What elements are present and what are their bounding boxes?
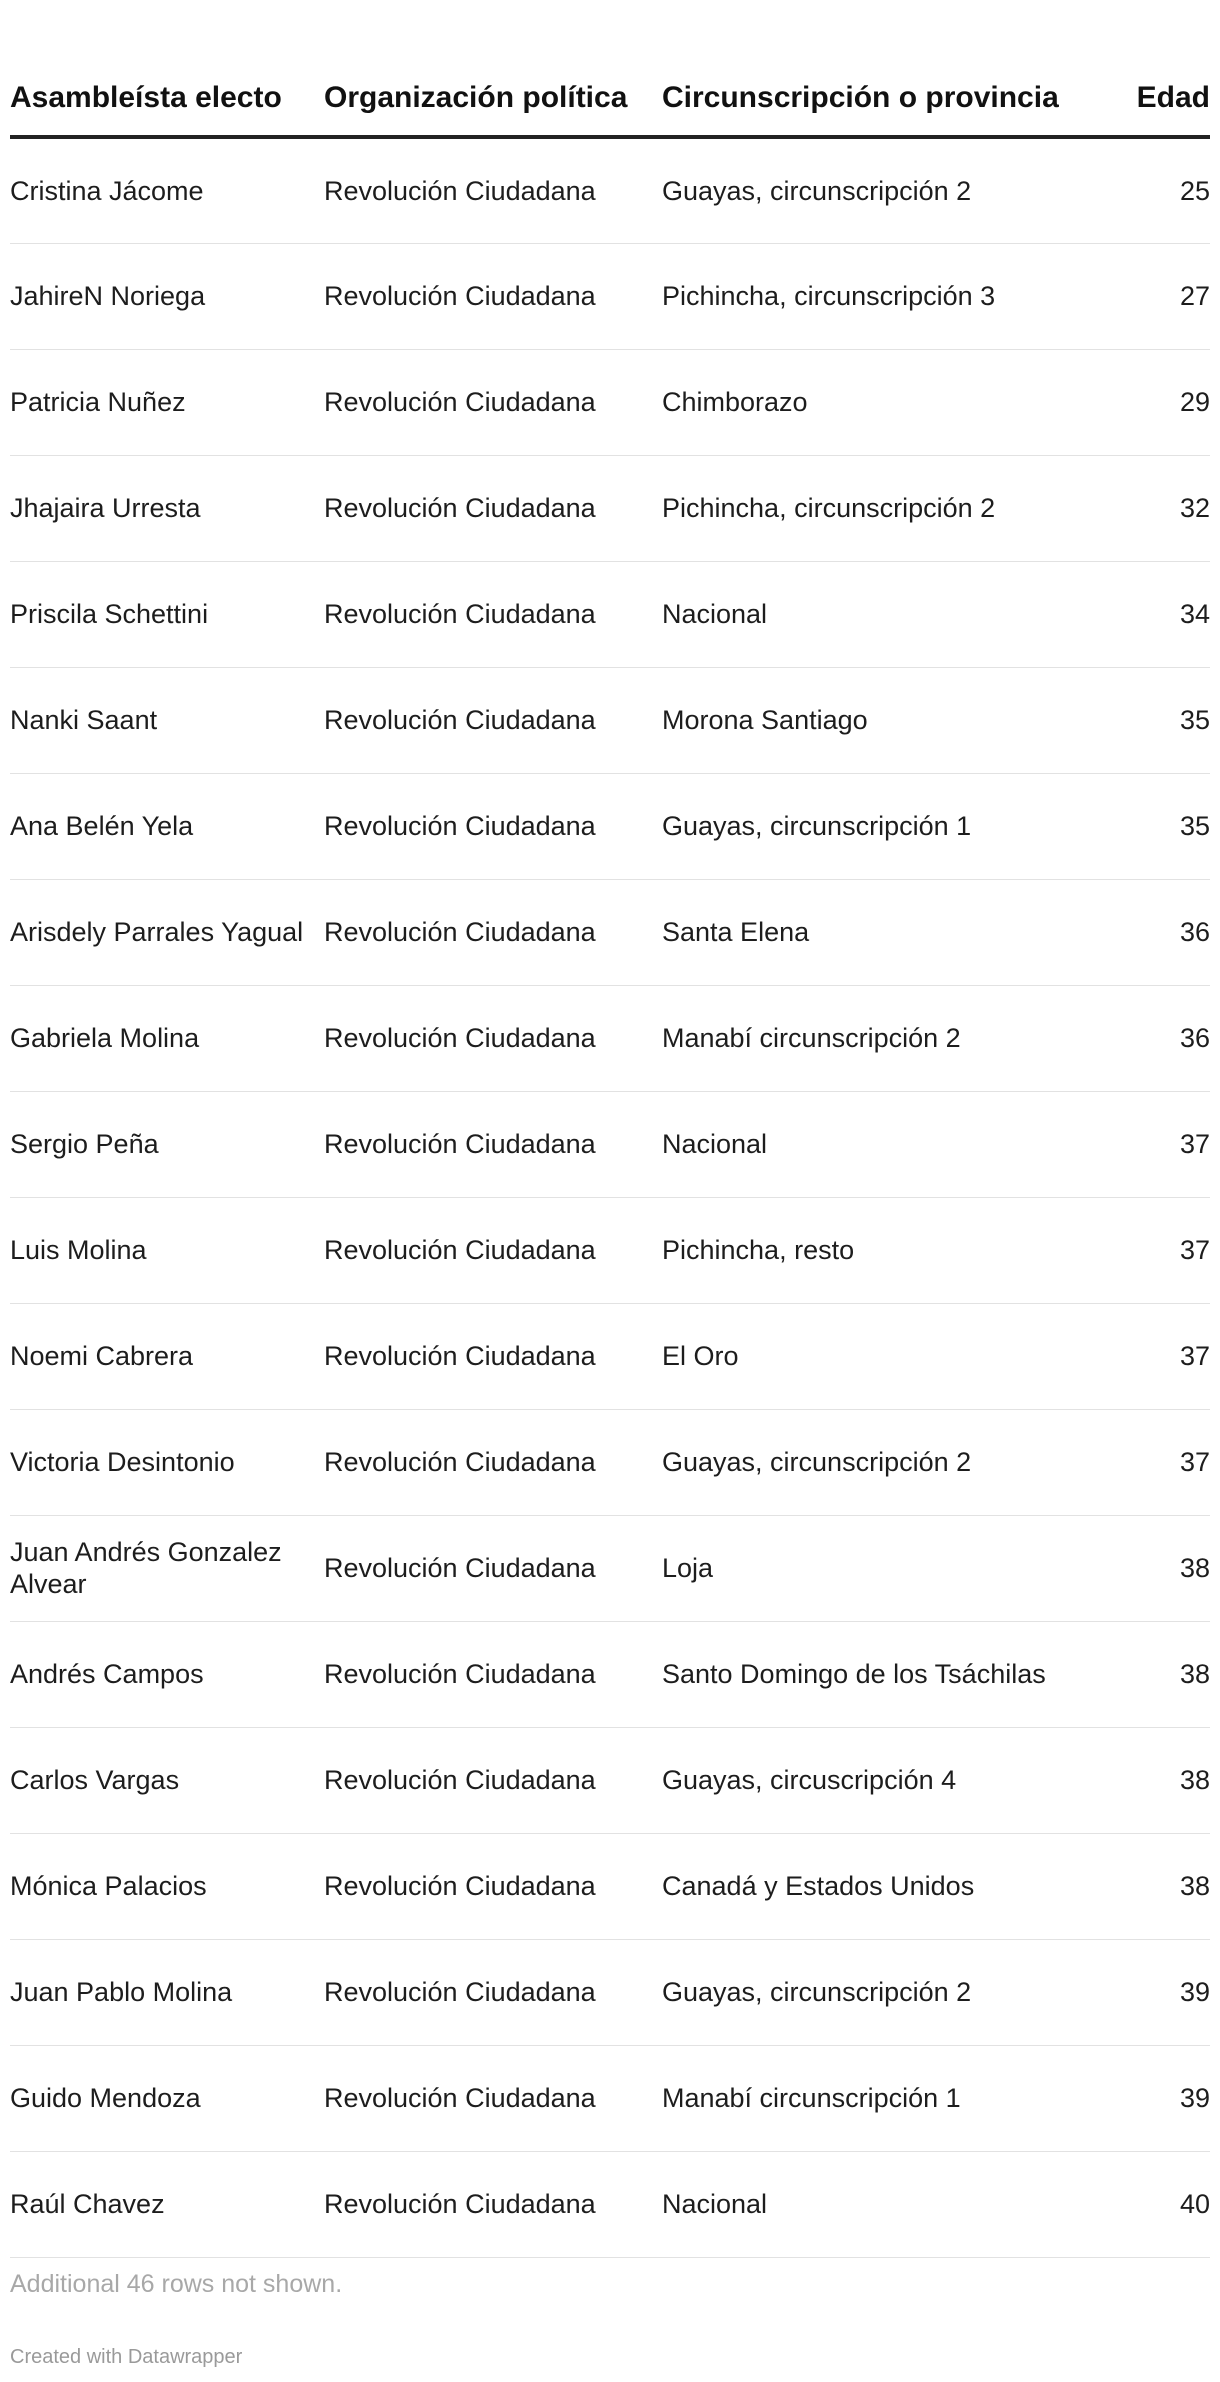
- table-row: [10, 985, 1210, 1091]
- column-header-circunscripcion[interactable]: Circunscripción o provincia: [662, 0, 1072, 137]
- cell-district: Pichincha, resto: [662, 1197, 1072, 1303]
- cell-name: Andrés Campos: [10, 1621, 324, 1727]
- table-row: [10, 2151, 1210, 2257]
- table-row: [10, 1197, 1210, 1303]
- cell-district: El Oro: [662, 1303, 1072, 1409]
- table-row: [10, 773, 1210, 879]
- table-row: [10, 137, 1210, 243]
- cell-party: Revolución Ciudadana: [324, 455, 662, 561]
- cell-age: 38: [1072, 1727, 1210, 1833]
- cell-name: Mónica Palacios: [10, 1833, 324, 1939]
- table-row: [10, 243, 1210, 349]
- cell-party: Revolución Ciudadana: [324, 773, 662, 879]
- cell-age: 37: [1072, 1303, 1210, 1409]
- cell-name: Carlos Vargas: [10, 1727, 324, 1833]
- table-row: [10, 1091, 1210, 1197]
- cell-party: Revolución Ciudadana: [324, 879, 662, 985]
- cell-district: Santa Elena: [662, 879, 1072, 985]
- column-header-asambleista[interactable]: Asambleísta electo: [10, 0, 324, 137]
- cell-party: Revolución Ciudadana: [324, 1515, 662, 1621]
- cell-party: Revolución Ciudadana: [324, 1409, 662, 1515]
- cell-name: Cristina Jácome: [10, 137, 324, 243]
- cell-party: Revolución Ciudadana: [324, 243, 662, 349]
- table-row: [10, 879, 1210, 985]
- cell-district: Guayas, circunscripción 2: [662, 1409, 1072, 1515]
- cell-age: 37: [1072, 1091, 1210, 1197]
- cell-name: Juan Andrés Gonzalez Alvear: [10, 1515, 324, 1621]
- cell-party: Revolución Ciudadana: [324, 1939, 662, 2045]
- cell-name: Raúl Chavez: [10, 2151, 324, 2257]
- cell-party: Revolución Ciudadana: [324, 2045, 662, 2151]
- cell-district: Nacional: [662, 1091, 1072, 1197]
- cell-party: Revolución Ciudadana: [324, 2151, 662, 2257]
- cell-party: Revolución Ciudadana: [324, 1303, 662, 1409]
- cell-party: Revolución Ciudadana: [324, 1621, 662, 1727]
- cell-district: Nacional: [662, 2151, 1072, 2257]
- cell-age: 40: [1072, 2151, 1210, 2257]
- table-row: [10, 1621, 1210, 1727]
- cell-name: JahireN Noriega: [10, 243, 324, 349]
- cell-district: Santo Domingo de los Tsáchilas: [662, 1621, 1072, 1727]
- table-header: [10, 0, 1210, 137]
- cell-party: Revolución Ciudadana: [324, 1727, 662, 1833]
- cell-district: Guayas, circuscripción 4: [662, 1727, 1072, 1833]
- cell-party: Revolución Ciudadana: [324, 985, 662, 1091]
- column-header-edad[interactable]: Edad: [1072, 0, 1210, 137]
- cell-district: Morona Santiago: [662, 667, 1072, 773]
- table-row: [10, 349, 1210, 455]
- cell-party: Revolución Ciudadana: [324, 561, 662, 667]
- cell-party: Revolución Ciudadana: [324, 1091, 662, 1197]
- column-header-organizacion[interactable]: Organización política: [324, 0, 662, 137]
- data-table-container: [10, 0, 1210, 2258]
- cell-age: 37: [1072, 1409, 1210, 1515]
- cell-district: Guayas, circunscripción 1: [662, 773, 1072, 879]
- cell-party: Revolución Ciudadana: [324, 667, 662, 773]
- cell-district: Manabí circunscripción 1: [662, 2045, 1072, 2151]
- cell-name: Noemi Cabrera: [10, 1303, 324, 1409]
- cell-district: Pichincha, circunscripción 2: [662, 455, 1072, 561]
- table-row: [10, 1409, 1210, 1515]
- cell-district: Guayas, circunscripción 2: [662, 137, 1072, 243]
- rows-not-shown-note: Additional 46 rows not shown.: [10, 2270, 343, 2298]
- cell-name: Sergio Peña: [10, 1091, 324, 1197]
- cell-name: Juan Pablo Molina: [10, 1939, 324, 2045]
- cell-age: 37: [1072, 1197, 1210, 1303]
- cell-district: Pichincha, circunscripción 3: [662, 243, 1072, 349]
- cell-age: 38: [1072, 1833, 1210, 1939]
- cell-age: 36: [1072, 879, 1210, 985]
- data-table: [10, 0, 1210, 2258]
- table-row: [10, 1303, 1210, 1409]
- cell-age: 34: [1072, 561, 1210, 667]
- cell-name: Arisdely Parrales Yagual: [10, 879, 324, 985]
- cell-age: 38: [1072, 1515, 1210, 1621]
- cell-district: Loja: [662, 1515, 1072, 1621]
- cell-district: Manabí circunscripción 2: [662, 985, 1072, 1091]
- cell-name: Ana Belén Yela: [10, 773, 324, 879]
- cell-name: Luis Molina: [10, 1197, 324, 1303]
- cell-district: Nacional: [662, 561, 1072, 667]
- header-row: [10, 0, 1210, 137]
- cell-district: Chimborazo: [662, 349, 1072, 455]
- cell-party: Revolución Ciudadana: [324, 349, 662, 455]
- cell-district: Canadá y Estados Unidos: [662, 1833, 1072, 1939]
- cell-age: 39: [1072, 2045, 1210, 2151]
- cell-name: Priscila Schettini: [10, 561, 324, 667]
- table-row: [10, 1833, 1210, 1939]
- cell-name: Gabriela Molina: [10, 985, 324, 1091]
- table-row: [10, 561, 1210, 667]
- cell-age: 36: [1072, 985, 1210, 1091]
- cell-name: Nanki Saant: [10, 667, 324, 773]
- cell-party: Revolución Ciudadana: [324, 1833, 662, 1939]
- cell-party: Revolución Ciudadana: [324, 137, 662, 243]
- cell-name: Patricia Nuñez: [10, 349, 324, 455]
- cell-age: 35: [1072, 773, 1210, 879]
- cell-age: 25: [1072, 137, 1210, 243]
- cell-name: Jhajaira Urresta: [10, 455, 324, 561]
- cell-age: 27: [1072, 243, 1210, 349]
- table-row: [10, 1727, 1210, 1833]
- cell-age: 38: [1072, 1621, 1210, 1727]
- cell-age: 39: [1072, 1939, 1210, 2045]
- cell-district: Guayas, circunscripción 2: [662, 1939, 1072, 2045]
- cell-name: Victoria Desintonio: [10, 1409, 324, 1515]
- table-body: [10, 137, 1210, 2257]
- table-row: [10, 455, 1210, 561]
- cell-party: Revolución Ciudadana: [324, 1197, 662, 1303]
- cell-age: 35: [1072, 667, 1210, 773]
- cell-name: Guido Mendoza: [10, 2045, 324, 2151]
- cell-age: 32: [1072, 455, 1210, 561]
- table-row: [10, 1515, 1210, 1621]
- table-row: [10, 1939, 1210, 2045]
- cell-age: 29: [1072, 349, 1210, 455]
- table-row: [10, 2045, 1210, 2151]
- datawrapper-credit: Created with Datawrapper: [10, 2346, 243, 2368]
- table-row: [10, 667, 1210, 773]
